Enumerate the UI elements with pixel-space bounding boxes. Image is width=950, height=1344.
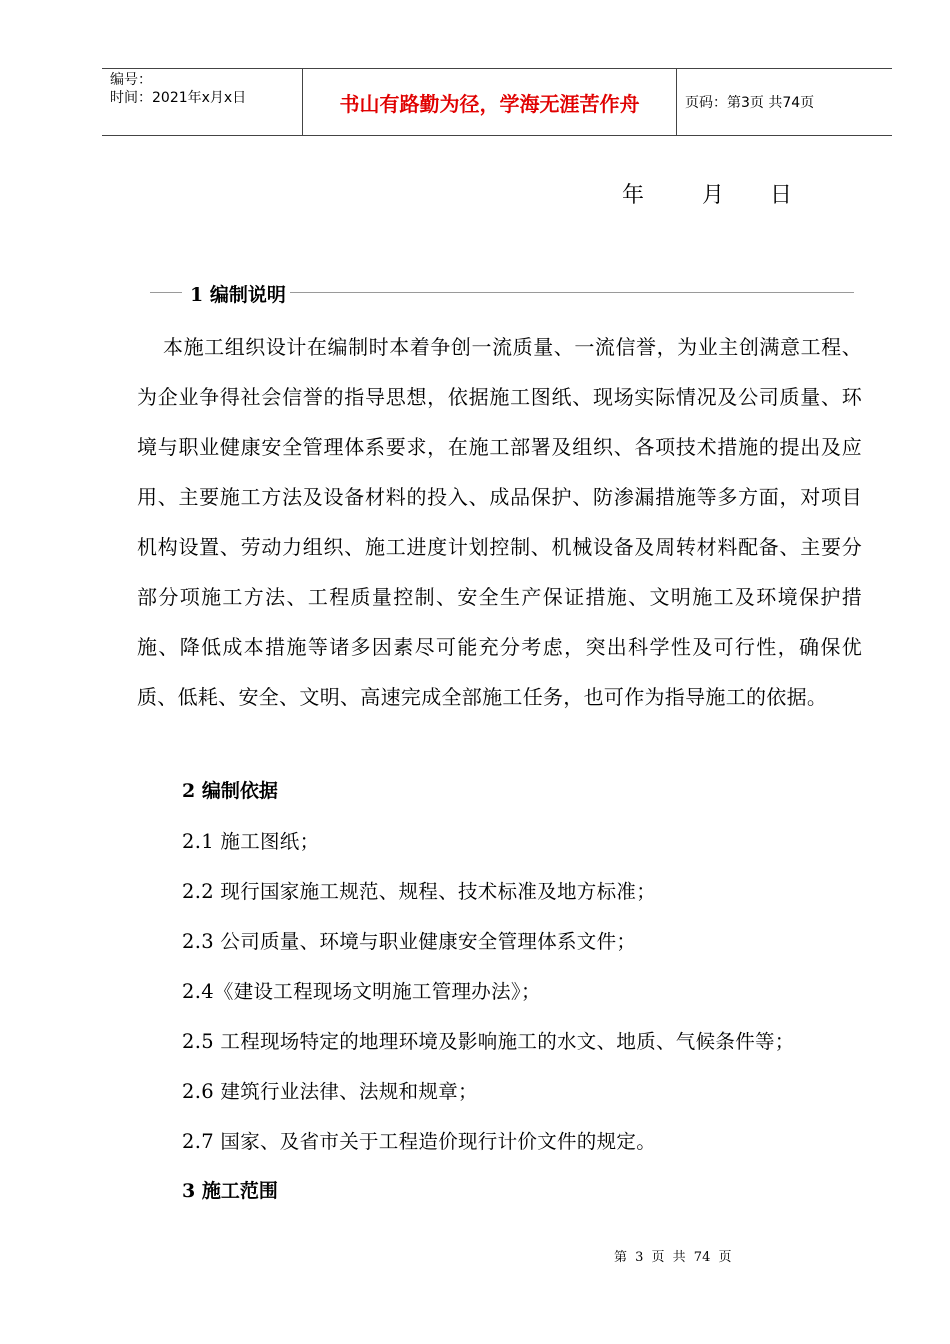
page-header xyxy=(102,68,892,136)
page-footer: 第 3 页 共 74 页 xyxy=(614,1250,732,1265)
header-motto: 书山有路勤为径，学海无涯苦作舟 xyxy=(303,69,677,135)
date-year: 年 xyxy=(622,183,645,208)
number-label: 编号： xyxy=(110,72,152,88)
basis-item: 2.4《建设工程现场文明施工管理办法》； xyxy=(182,980,541,1003)
header-page-code: 页码：第3页 共74页 xyxy=(685,95,815,111)
basis-item: 2.3 公司质量、环境与职业健康安全管理体系文件； xyxy=(182,930,637,953)
date-line xyxy=(622,178,792,209)
section-1-title: 1 编制说明 xyxy=(182,280,290,307)
section-2-title: 2 编制依据 xyxy=(182,780,278,802)
basis-item: 2.2 现行国家施工规范、规程、技术标准及地方标准； xyxy=(182,880,657,903)
header-meta xyxy=(102,69,303,135)
section-3-title: 3 施工范围 xyxy=(182,1180,278,1202)
section-1-body: 本施工组织设计在编制时本着争创一流质量、一流信誉，为业主创满意工程、为企业争得社会信誉的指导思想，依据施工图纸、现场实际情况及公司质量、环境与职业健康安全管理体系要求，在施工部署及组织、各项技术措施的提出及应用、主要施工方法及设备材料的投入、成品保护、防渗漏措施等多方面，对项目机构设置、劳动力组织、施工进度计划控制、机械设备及周转材料配备、主要分部分项施工方法、工程质量控制、安全生产保证措施、文明施工及环境保护措施、降低成本措施等诸多因素尽可能充分考虑，突出科学性及可行性，确保优质、低耗、安全、文明、高速完成全部施工任务，也可作为指导施工的依据。 xyxy=(137,335,862,709)
date-month: 月 xyxy=(702,183,725,208)
date-day: 日 xyxy=(770,183,793,208)
basis-item: 2.5 工程现场特定的地理环境及影响施工的水文、地质、气候条件等； xyxy=(182,1030,795,1053)
basis-item: 2.1 施工图纸； xyxy=(182,830,320,853)
basis-item: 2.6 建筑行业法律、法规和规章； xyxy=(182,1080,478,1103)
time-label: 时间：2021年x月x日 xyxy=(110,90,247,106)
basis-item: 2.7 国家、及省市关于工程造价现行计价文件的规定。 xyxy=(182,1130,657,1153)
